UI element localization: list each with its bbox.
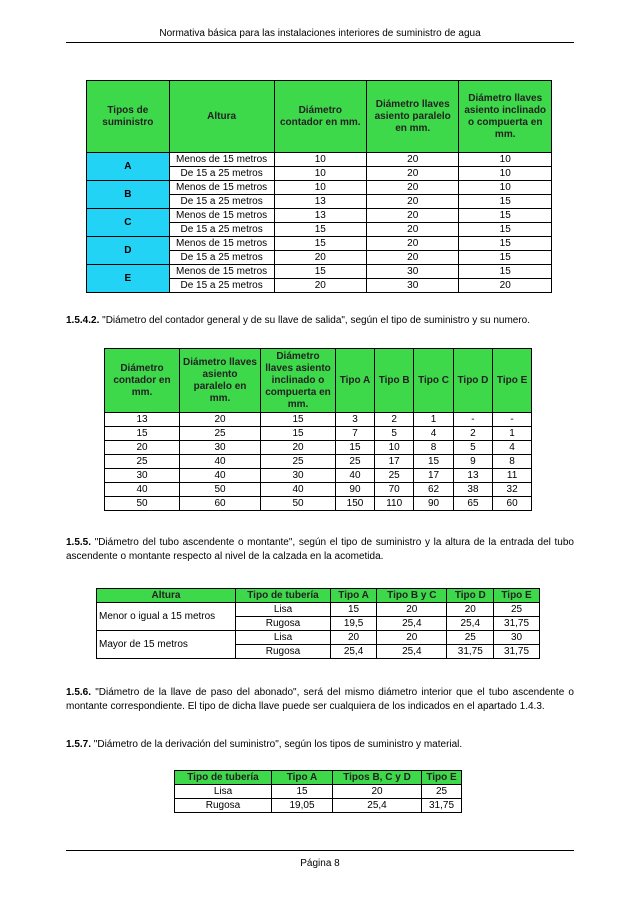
- col-header: Tipo B y C: [377, 589, 447, 603]
- table-cell: 40: [336, 469, 375, 483]
- table-cell: 70: [374, 483, 413, 497]
- table-cell: 10: [459, 167, 552, 181]
- table-cell: 31,75: [422, 799, 462, 813]
- col-header: Altura: [169, 81, 274, 153]
- supply-type-cell: C: [87, 209, 170, 237]
- table-cell: 15: [274, 223, 366, 237]
- table-cell: 7: [336, 427, 375, 441]
- supply-type-cell: D: [87, 237, 170, 265]
- section-number: 1.5.5.: [66, 537, 92, 548]
- table-cell: 15: [459, 195, 552, 209]
- table-cell: 50: [105, 497, 180, 511]
- table-cell: 25,4: [377, 617, 447, 631]
- table-cell: 13: [105, 413, 180, 427]
- col-header: Tipo A: [272, 771, 333, 785]
- table-cell: 10: [274, 153, 366, 167]
- table-cell: 25,4: [377, 645, 447, 659]
- header-rule: [66, 42, 574, 43]
- paragraph-text: "Diámetro de la llave de paso del abonado", será del mismo diámetro interior que el tubo ascendente o montante correspondiente. El tipo de dicha llave puede ser cualquiera de los indicados en el apartado 1.4.3.: [66, 687, 574, 712]
- page-number: Página 8: [300, 858, 340, 869]
- table-cell: 20: [366, 237, 458, 251]
- table-cell: 15: [336, 441, 375, 455]
- table-cell: 1: [493, 427, 532, 441]
- paragraph-text: "Diámetro de la derivación del suministro", según los tipos de suministro y material.: [91, 739, 463, 750]
- table-cell: 15: [272, 785, 333, 799]
- table-cell: Menos de 15 metros: [169, 209, 274, 223]
- table-cell: Rugosa: [236, 645, 331, 659]
- table-cell: 15: [459, 209, 552, 223]
- table-cell: 15: [105, 427, 180, 441]
- table-cell: 20: [105, 441, 180, 455]
- table-cell: 20: [377, 603, 447, 617]
- table-cell: 31,75: [494, 645, 540, 659]
- table-cell: 20: [366, 209, 458, 223]
- table-cell: 19,5: [331, 617, 377, 631]
- table-cell: 15: [459, 251, 552, 265]
- table-cell: 25: [261, 455, 336, 469]
- table-cell: 30: [366, 265, 458, 279]
- table-cell: 31,75: [494, 617, 540, 631]
- col-header: Tipo E: [494, 589, 540, 603]
- table-row: [87, 209, 552, 223]
- table-cell: 8: [493, 455, 532, 469]
- table-cell: 15: [414, 455, 453, 469]
- table-cell: 90: [414, 497, 453, 511]
- table-cell: Lisa: [175, 785, 272, 799]
- table-cell: 9: [453, 455, 492, 469]
- table-cell: 60: [180, 497, 261, 511]
- table-cell: 19,05: [272, 799, 333, 813]
- page-header: Normativa básica para las instalaciones interiores de suministro de agua: [159, 28, 481, 39]
- col-header: Tipo de tubería: [175, 771, 272, 785]
- table-row: [175, 799, 462, 813]
- table-supply-type-diameters: [86, 80, 552, 293]
- table-cell: 15: [261, 413, 336, 427]
- table-cell: Rugosa: [175, 799, 272, 813]
- table-cell: 31,75: [447, 645, 494, 659]
- supply-type-cell: A: [87, 153, 170, 181]
- table-cell: Lisa: [236, 631, 331, 645]
- table-cell: 32: [493, 483, 532, 497]
- section-number: 1.5.6.: [66, 687, 92, 698]
- table-cell: 62: [414, 483, 453, 497]
- table-cell: De 15 a 25 metros: [169, 279, 274, 293]
- paragraph-text: "Diámetro del contador general y de su llave de salida", según el tipo de suministro y su numero.: [99, 315, 531, 326]
- table-cell: 20: [333, 785, 422, 799]
- paragraph-1-5-7: [66, 738, 574, 752]
- table-cell: 40: [105, 483, 180, 497]
- table-cell: 15: [331, 603, 377, 617]
- table-cell: 15: [459, 237, 552, 251]
- table-row: [105, 497, 532, 511]
- table-row: [105, 413, 532, 427]
- table-cell: 40: [261, 483, 336, 497]
- supply-type-cell: B: [87, 181, 170, 209]
- table-cell: 25,4: [447, 617, 494, 631]
- table-cell: 20: [331, 631, 377, 645]
- table-row: [87, 237, 552, 251]
- col-header: Tipo E: [422, 771, 462, 785]
- table-cell: 25: [105, 455, 180, 469]
- table-cell: 25: [422, 785, 462, 799]
- table-cell: 20: [447, 603, 494, 617]
- col-header: Diámetro contador en mm.: [105, 349, 180, 413]
- table-row: [105, 483, 532, 497]
- table-row: [105, 469, 532, 483]
- table-cell: 38: [453, 483, 492, 497]
- col-header: Diámetro llaves asiento inclinado o compuerta en mm.: [459, 81, 552, 153]
- table-cell: 20: [377, 631, 447, 645]
- table-cell: 5: [374, 427, 413, 441]
- table-riser-diameters: [96, 588, 540, 659]
- col-header: Tipo A: [331, 589, 377, 603]
- table-cell: 2: [374, 413, 413, 427]
- col-header: Tipo E: [493, 349, 532, 413]
- col-header: Tipo de tubería: [236, 589, 331, 603]
- table-cell: 11: [493, 469, 532, 483]
- table-cell: 25,4: [331, 645, 377, 659]
- table-row: [97, 631, 540, 645]
- table-cell: De 15 a 25 metros: [169, 251, 274, 265]
- height-range-cell: Mayor de 15 metros: [97, 631, 236, 659]
- table-cell: 20: [180, 413, 261, 427]
- table-cell: 25: [374, 469, 413, 483]
- table-cell: 13: [274, 209, 366, 223]
- table-branch-diameters: [174, 770, 462, 813]
- table-row: [105, 427, 532, 441]
- table-cell: 20: [274, 251, 366, 265]
- table-cell: 30: [105, 469, 180, 483]
- paragraph-1-5-5: [66, 536, 574, 564]
- table-cell: Lisa: [236, 603, 331, 617]
- col-header: Tipo C: [414, 349, 453, 413]
- table-cell: 30: [494, 631, 540, 645]
- table-row: [87, 181, 552, 195]
- paragraph-text: "Diámetro del tubo ascendente o montante", según el tipo de suministro y la altura de la entrada del tubo ascendente o montante respecto al nivel de la calzada en la acometida.: [66, 537, 574, 562]
- table-row: [105, 441, 532, 455]
- section-number: 1.5.7.: [66, 739, 92, 750]
- table-cell: 15: [274, 265, 366, 279]
- col-header: Diámetro llaves asiento paralelo en mm.: [366, 81, 458, 153]
- col-header: Tipo B: [374, 349, 413, 413]
- table-cell: 10: [374, 441, 413, 455]
- section-number: 1.5.4.2.: [66, 315, 100, 326]
- col-header: Tipo A: [336, 349, 375, 413]
- table-cell: -: [453, 413, 492, 427]
- footer-rule: [66, 850, 574, 851]
- table-cell: 30: [180, 441, 261, 455]
- table-cell: 20: [366, 181, 458, 195]
- table-cell: De 15 a 25 metros: [169, 223, 274, 237]
- table-cell: 1: [414, 413, 453, 427]
- table-cell: 17: [374, 455, 413, 469]
- table-cell: 90: [336, 483, 375, 497]
- table-cell: 20: [274, 279, 366, 293]
- table-cell: 25: [336, 455, 375, 469]
- col-header: Diámetro contador en mm.: [274, 81, 366, 153]
- table-cell: 17: [414, 469, 453, 483]
- table-cell: 3: [336, 413, 375, 427]
- col-header: Diámetro llaves asiento inclinado o compuerta en mm.: [261, 349, 336, 413]
- paragraph-1-5-4-2: [66, 314, 574, 328]
- table-cell: 110: [374, 497, 413, 511]
- table-cell: 5: [453, 441, 492, 455]
- col-header: Altura: [97, 589, 236, 603]
- table-cell: Menos de 15 metros: [169, 265, 274, 279]
- table-row: [87, 153, 552, 167]
- table-meter-diameters: [104, 348, 532, 511]
- table-cell: 20: [366, 251, 458, 265]
- table-row: [97, 603, 540, 617]
- table-cell: 65: [453, 497, 492, 511]
- table-cell: 20: [459, 279, 552, 293]
- table-cell: 40: [180, 469, 261, 483]
- table-cell: 25: [180, 427, 261, 441]
- table-cell: -: [493, 413, 532, 427]
- col-header: Tipo D: [453, 349, 492, 413]
- table-cell: Menos de 15 metros: [169, 153, 274, 167]
- table-cell: 10: [459, 153, 552, 167]
- col-header: Tipos B, C y D: [333, 771, 422, 785]
- table-row: [175, 785, 462, 799]
- table-cell: 15: [459, 223, 552, 237]
- table-cell: De 15 a 25 metros: [169, 167, 274, 181]
- table-cell: 20: [366, 223, 458, 237]
- supply-type-cell: E: [87, 265, 170, 293]
- table-cell: 13: [453, 469, 492, 483]
- table-cell: 4: [414, 427, 453, 441]
- table-cell: 25: [447, 631, 494, 645]
- table-cell: 13: [274, 195, 366, 209]
- table-row: [87, 265, 552, 279]
- col-header: Diámetro llaves asiento paralelo en mm.: [180, 349, 261, 413]
- height-range-cell: Menor o igual a 15 metros: [97, 603, 236, 631]
- table-cell: De 15 a 25 metros: [169, 195, 274, 209]
- col-header: Tipos de suministro: [87, 81, 170, 153]
- table-cell: 40: [180, 455, 261, 469]
- table-row: [105, 455, 532, 469]
- table-cell: 150: [336, 497, 375, 511]
- table-cell: 2: [453, 427, 492, 441]
- table-cell: 10: [459, 181, 552, 195]
- table-cell: 4: [493, 441, 532, 455]
- table-cell: Menos de 15 metros: [169, 237, 274, 251]
- table-cell: 30: [261, 469, 336, 483]
- table-cell: 15: [459, 265, 552, 279]
- table-cell: 8: [414, 441, 453, 455]
- table-cell: Menos de 15 metros: [169, 181, 274, 195]
- table-cell: 25,4: [333, 799, 422, 813]
- table-cell: 15: [274, 237, 366, 251]
- col-header: Tipo D: [447, 589, 494, 603]
- table-cell: 20: [366, 167, 458, 181]
- paragraph-1-5-6: [66, 686, 574, 714]
- table-cell: 10: [274, 181, 366, 195]
- table-cell: Rugosa: [236, 617, 331, 631]
- table-cell: 25: [494, 603, 540, 617]
- table-cell: 50: [180, 483, 261, 497]
- table-cell: 10: [274, 167, 366, 181]
- table-cell: 20: [366, 195, 458, 209]
- table-cell: 60: [493, 497, 532, 511]
- table-cell: 20: [366, 153, 458, 167]
- table-cell: 20: [261, 441, 336, 455]
- table-cell: 30: [366, 279, 458, 293]
- table-cell: 15: [261, 427, 336, 441]
- table-cell: 50: [261, 497, 336, 511]
